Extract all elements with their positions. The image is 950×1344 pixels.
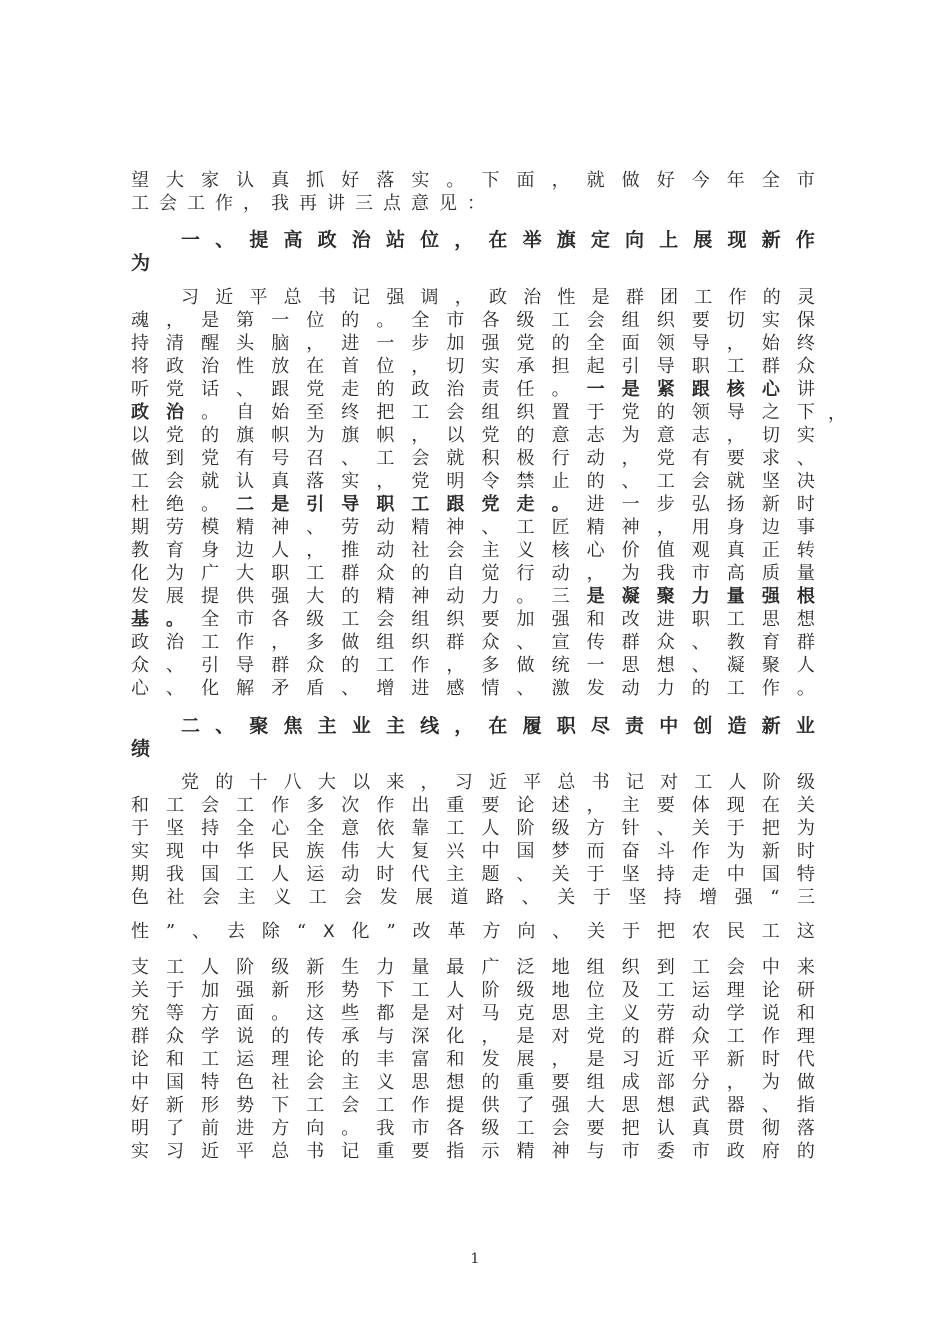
paragraph-line: 究 等 方 面 。 这 些 都 是 对 马 克 思 主 义 劳 动 学 说 和	[131, 1003, 815, 1024]
paragraph-line: 党 的 十 八 大 以 来 ， 习 近 平 总 书 记 对 工 人 阶 级	[181, 772, 815, 793]
section-heading-line: 为	[131, 252, 151, 274]
paragraph-line: 心 、 化 解 矛 盾 、 增 进 感 情 、 激 发 动 力 的 工 作 。	[131, 678, 815, 699]
paragraph-line: 基 。 全 市 各 级 工 会 组 织 要 加 强 和 改 进 职 工 思 想	[131, 609, 815, 630]
paragraph-line: 和 工 会 工 作 多 次 作 出 重 要 论 述 ， 主 要 体 现 在 关	[131, 795, 815, 816]
paragraph-line: 化 为 广 大 职 工 群 众 的 自 觉 行 动 ， 为 我 市 高 质 量	[131, 563, 815, 584]
paragraph-line: 实 现 中 华 民 族 伟 大 复 兴 中 国 梦 而 奋 斗 作 为 新 时	[131, 841, 815, 862]
paragraph-line: 好 新 形 势 下 工 会 工 作 提 供 了 强 大 思 想 武 器 、 指	[131, 1095, 815, 1116]
paragraph-line: 工 会 工 作 ， 我 再 讲 三 点 意 见 ：	[131, 193, 485, 214]
section-heading-line: 一 、 提 高 政 治 站 位 ， 在 举 旗 定 向 上 展 现 新 作	[181, 229, 815, 251]
paragraph-line: 群 众 学 说 的 传 承 与 深 化 ， 是 对 党 的 群 众 工 作 理	[131, 1026, 815, 1047]
paragraph-line: 教 育 身 边 人 ， 推 动 社 会 主 义 核 心 价 值 观 真 正 转	[131, 540, 815, 561]
paragraph-line: 明 了 前 进 方 向 。 我 市 各 级 工 会 要 把 认 真 贯 彻 落	[131, 1118, 815, 1139]
paragraph-line: 实 习 近 平 总 书 记 重 要 指 示 精 神 与 市 委 市 政 府 的	[131, 1141, 815, 1162]
paragraph-line: 于 坚 持 全 心 全 意 依 靠 工 人 阶 级 方 针 、 关 于 把 为	[131, 818, 815, 839]
section-heading-line: 绩	[131, 738, 151, 760]
paragraph-line: 将 政 治 性 放 在 首 位 ， 切 实 承 担 起 引 导 职 工 群 众	[131, 356, 815, 377]
paragraph-line: 期 劳 模 精 神 、 劳 动 精 神 、 工 匠 精 神 ， 用 身 边 事	[131, 517, 815, 538]
stray-comma: ，	[828, 403, 846, 424]
paragraph-line: 政 治 。 自 始 至 终 把 工 会 组 织 置 于 党 的 领 导 之 下	[131, 402, 815, 423]
section-heading-line: 二 、 聚 焦 主 业 主 线 ， 在 履 职 尽 责 中 创 造 新 业	[181, 715, 815, 737]
paragraph-line: 魂 ， 是 第 一 位 的 。 全 市 各 级 工 会 组 织 要 切 实 保	[131, 310, 815, 331]
paragraph-line: 发 展 提 供 强 大 的 精 神 动 力 。 三 是 凝 聚 力 量 强 根	[131, 586, 815, 607]
paragraph-line: 论 和 工 运 理 论 的 丰 富 和 发 展 ， 是 习 近 平 新 时 代	[131, 1049, 815, 1070]
paragraph-line: 工 会 就 认 真 落 实 ， 党 明 令 禁 止 的 、 工 会 就 坚 决	[131, 471, 815, 492]
paragraph-line: 杜 绝 。 二 是 引 导 职 工 跟 党 走 。 进 一 步 弘 扬 新 时	[131, 494, 815, 515]
paragraph-line: 性 ” 、 去 除 “ X 化 ” 改 革 方 向 、 关 于 把 农 民 工 这	[131, 921, 815, 942]
page-number: 1	[470, 1251, 480, 1267]
paragraph-line: 持 清 醒 头 脑 ， 进 一 步 加 强 党 的 全 面 领 导 ， 始 终	[131, 333, 815, 354]
paragraph-line: 关 于 加 强 新 形 势 下 工 人 阶 级 地 位 及 工 运 理 论 研	[131, 980, 815, 1001]
paragraph-line: 众 、 引 导 群 众 的 工 作 ， 多 做 统 一 思 想 、 凝 聚 人	[131, 655, 815, 676]
paragraph-line: 期 我 国 工 人 运 动 时 代 主 题 、 关 于 坚 持 走 中 国 特	[131, 864, 815, 885]
paragraph-line: 做 到 党 有 号 召 、 工 会 就 积 极 行 动 ， 党 有 要 求 、	[131, 448, 815, 469]
paragraph-line: 望 大 家 认 真 抓 好 落 实 。 下 面 ， 就 做 好 今 年 全 市	[131, 170, 815, 191]
paragraph-line: 以 党 的 旗 帜 为 旗 帜 ， 以 党 的 意 志 为 意 志 ， 切 实	[131, 425, 815, 446]
paragraph-line: 支 工 人 阶 级 新 生 力 量 最 广 泛 地 组 织 到 工 会 中 来	[131, 957, 815, 978]
paragraph-line: 色 社 会 主 义 工 会 发 展 道 路 、 关 于 坚 持 增 强 “ 三	[131, 887, 815, 908]
paragraph-line: 中 国 特 色 社 会 主 义 思 想 的 重 要 组 成 部 分 ， 为 做	[131, 1072, 815, 1093]
paragraph-line: 政 治 工 作 ， 多 做 组 织 群 众 、 宣 传 群 众 、 教 育 群	[131, 632, 815, 653]
paragraph-line: 听 党 话 、 跟 党 走 的 政 治 责 任 。 一 是 紧 跟 核 心 讲	[131, 379, 815, 400]
paragraph-line: 习 近 平 总 书 记 强 调 ， 政 治 性 是 群 团 工 作 的 灵	[181, 287, 815, 308]
